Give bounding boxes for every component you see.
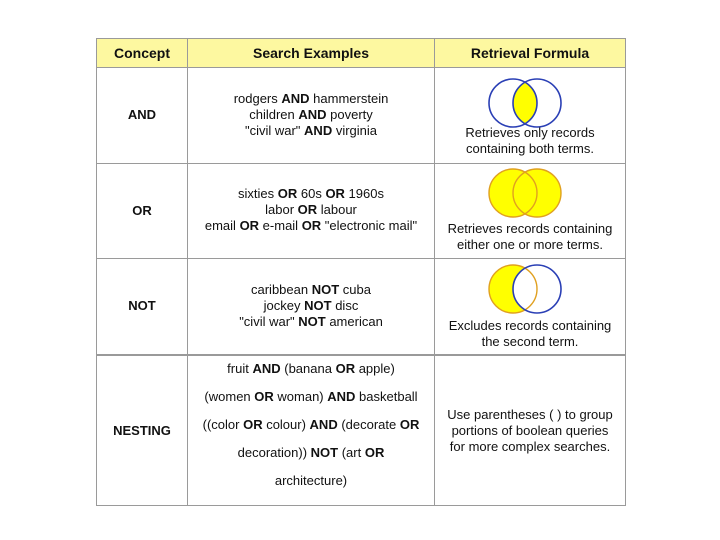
operator-keyword: OR: [325, 186, 345, 201]
examples-not: [188, 282, 434, 330]
example-line: [188, 298, 434, 314]
search-term: rodgers: [233, 91, 282, 106]
examples-nesting: [188, 361, 434, 501]
row-divider: [97, 163, 625, 164]
search-term: email: [204, 218, 240, 233]
concept-or: OR: [132, 203, 152, 218]
search-term: 1960s: [344, 186, 384, 201]
venn-and-icon: [485, 77, 565, 129]
row-divider: [97, 258, 625, 259]
operator-keyword: AND: [327, 389, 356, 404]
description-or: [435, 221, 625, 253]
search-term: basketball: [355, 389, 418, 404]
search-term: labour: [317, 202, 357, 217]
operator-keyword: NOT: [304, 298, 332, 313]
example-line: [188, 202, 434, 218]
description-line: either one or more terms.: [457, 237, 603, 252]
example-line: [188, 123, 434, 139]
search-term: e-mail: [259, 218, 302, 233]
venn-or-icon: [485, 167, 565, 219]
example-line: [188, 314, 434, 330]
operator-keyword: OR: [364, 445, 385, 460]
search-term: jockey: [263, 298, 305, 313]
operator-keyword: OR: [254, 389, 274, 404]
search-term: ((color: [202, 417, 244, 432]
description-nesting: [435, 407, 625, 455]
operator-keyword: AND: [252, 361, 281, 376]
example-line: [188, 361, 434, 389]
search-term: "civil war": [244, 123, 305, 138]
venn-not-icon: [485, 263, 565, 315]
example-line: [188, 445, 434, 473]
search-term: woman): [273, 389, 328, 404]
search-term: (decorate: [337, 417, 400, 432]
search-term: hammerstein: [309, 91, 389, 106]
boolean-operators-table: [96, 38, 626, 506]
operator-keyword: OR: [301, 218, 322, 233]
search-term: poverty: [326, 107, 373, 122]
description-line: portions of boolean queries: [451, 423, 609, 438]
operator-keyword: OR: [277, 186, 298, 201]
concept-and: AND: [127, 107, 157, 122]
search-term: disc: [331, 298, 359, 313]
example-line: [188, 218, 434, 234]
example-line: [188, 107, 434, 123]
description-line: Retrieves only records: [465, 125, 595, 140]
search-term: architecture): [274, 473, 348, 488]
search-term: sixties: [238, 186, 278, 201]
operator-keyword: OR: [399, 417, 420, 432]
operator-keyword: OR: [239, 218, 260, 233]
operator-keyword: NOT: [298, 314, 326, 329]
search-term: (art: [338, 445, 365, 460]
header-search-examples: Search Examples: [253, 45, 369, 61]
examples-and: [188, 91, 434, 139]
description-line: the second term.: [481, 334, 579, 349]
description-line: Retrieves records containing: [447, 221, 613, 236]
examples-or: [188, 186, 434, 234]
search-term: virginia: [332, 123, 378, 138]
operator-keyword: NOT: [311, 282, 340, 297]
search-term: children: [249, 107, 299, 122]
search-term: fruit: [227, 361, 253, 376]
description-line: Use parentheses ( ) to group: [447, 407, 613, 422]
search-term: cuba: [339, 282, 371, 297]
example-line: [188, 473, 434, 501]
operator-keyword: OR: [243, 417, 263, 432]
search-term: 60s: [297, 186, 326, 201]
search-term: caribbean: [251, 282, 312, 297]
description-line: containing both terms.: [466, 141, 594, 156]
operator-keyword: AND: [304, 123, 333, 138]
search-term: (women: [204, 389, 255, 404]
search-term: "civil war": [239, 314, 299, 329]
description-line: Excludes records containing: [448, 318, 612, 333]
search-term: (banana: [280, 361, 336, 376]
search-term: colour): [262, 417, 310, 432]
concept-not: NOT: [128, 298, 156, 313]
search-term: "electronic mail": [321, 218, 418, 233]
operator-keyword: AND: [298, 107, 327, 122]
search-term: labor: [265, 202, 298, 217]
example-line: [188, 417, 434, 445]
header-retrieval-formula: Retrieval Formula: [470, 45, 590, 61]
table-header: [97, 39, 625, 68]
operator-keyword: AND: [281, 91, 310, 106]
example-line: [188, 282, 434, 298]
search-term: american: [325, 314, 383, 329]
search-term: apple): [355, 361, 395, 376]
description-not: [435, 318, 625, 350]
search-term: decoration)): [237, 445, 311, 460]
operator-keyword: AND: [309, 417, 338, 432]
description-and: [435, 125, 625, 157]
operator-keyword: OR: [335, 361, 356, 376]
example-line: [188, 389, 434, 417]
example-line: [188, 186, 434, 202]
header-concept: Concept: [114, 45, 170, 61]
operator-keyword: OR: [297, 202, 318, 217]
row-divider: [97, 354, 625, 356]
concept-nesting: NESTING: [113, 423, 171, 438]
operator-keyword: NOT: [310, 445, 339, 460]
example-line: [188, 91, 434, 107]
description-line: for more complex searches.: [449, 439, 611, 454]
